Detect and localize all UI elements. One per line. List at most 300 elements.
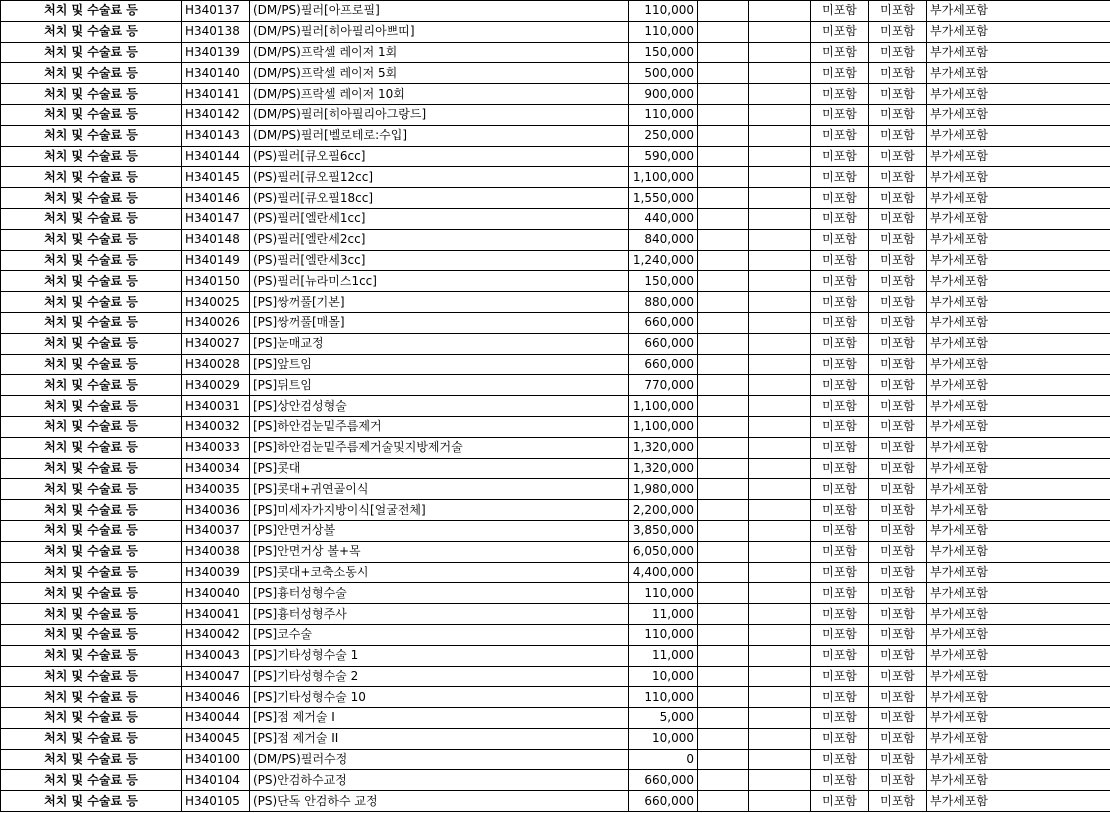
item-name-cell: [PS]콧대 — [250, 458, 629, 479]
table-row — [1, 791, 1110, 812]
price-cell: 3,850,000 — [629, 520, 698, 541]
empty-cell — [698, 749, 749, 770]
code-cell: H340139 — [182, 42, 250, 63]
inclusion-cell: 미포함 — [811, 1, 869, 22]
empty-cell — [749, 666, 811, 687]
category-cell: 처치 및 수술료 등 — [1, 146, 182, 167]
inclusion-cell: 미포함 — [811, 562, 869, 583]
price-cell: 110,000 — [629, 624, 698, 645]
item-name-cell: (DM/PS)필러[아프로필] — [250, 1, 629, 22]
category-cell: 처치 및 수술료 등 — [1, 562, 182, 583]
price-cell: 110,000 — [629, 687, 698, 708]
price-cell: 0 — [629, 749, 698, 770]
inclusion-cell: 미포함 — [811, 63, 869, 84]
category-cell: 처치 및 수술료 등 — [1, 375, 182, 396]
inclusion-cell: 미포함 — [869, 312, 927, 333]
table-row — [1, 687, 1110, 708]
empty-cell — [698, 562, 749, 583]
empty-cell — [749, 749, 811, 770]
empty-cell — [698, 104, 749, 125]
code-cell: H340035 — [182, 479, 250, 500]
inclusion-cell: 미포함 — [811, 250, 869, 271]
category-cell: 처치 및 수술료 등 — [1, 666, 182, 687]
category-cell: 처치 및 수술료 등 — [1, 520, 182, 541]
table-row — [1, 188, 1110, 209]
item-name-cell: (DM/PS)프락셀 레이저 10회 — [250, 84, 629, 105]
item-name-cell: [PS]안면거상볼 — [250, 520, 629, 541]
code-cell: H340039 — [182, 562, 250, 583]
code-cell: H340029 — [182, 375, 250, 396]
price-cell: 5,000 — [629, 708, 698, 729]
category-cell: 처치 및 수술료 등 — [1, 1, 182, 22]
empty-cell — [749, 437, 811, 458]
item-name-cell: [PS]쌍꺼풀[매몰] — [250, 312, 629, 333]
item-name-cell: [PS]하안검눈밑주름제거술및지방제거술 — [250, 437, 629, 458]
inclusion-cell: 미포함 — [811, 604, 869, 625]
empty-cell — [749, 42, 811, 63]
inclusion-cell: 미포함 — [869, 21, 927, 42]
code-cell: H340033 — [182, 437, 250, 458]
vat-cell: 부가세포함 — [927, 645, 1110, 666]
inclusion-cell: 미포함 — [811, 749, 869, 770]
category-cell: 처치 및 수술료 등 — [1, 791, 182, 812]
empty-cell — [698, 437, 749, 458]
table-row — [1, 125, 1110, 146]
vat-cell: 부가세포함 — [927, 208, 1110, 229]
price-cell: 900,000 — [629, 84, 698, 105]
item-name-cell: [PS]콧대+코축소동시 — [250, 562, 629, 583]
empty-cell — [698, 541, 749, 562]
empty-cell — [749, 520, 811, 541]
code-cell: H340026 — [182, 312, 250, 333]
inclusion-cell: 미포함 — [811, 271, 869, 292]
item-name-cell: (DM/PS)필러[히아필리아그랑드] — [250, 104, 629, 125]
category-cell: 처치 및 수술료 등 — [1, 770, 182, 791]
inclusion-cell: 미포함 — [811, 21, 869, 42]
inclusion-cell: 미포함 — [869, 354, 927, 375]
code-cell: H340104 — [182, 770, 250, 791]
vat-cell: 부가세포함 — [927, 500, 1110, 521]
empty-cell — [749, 1, 811, 22]
vat-cell: 부가세포함 — [927, 188, 1110, 209]
empty-cell — [749, 791, 811, 812]
vat-cell: 부가세포함 — [927, 21, 1110, 42]
table-row — [1, 208, 1110, 229]
price-cell: 10,000 — [629, 666, 698, 687]
category-cell: 처치 및 수술료 등 — [1, 208, 182, 229]
category-cell: 처치 및 수술료 등 — [1, 167, 182, 188]
empty-cell — [749, 146, 811, 167]
price-cell: 110,000 — [629, 104, 698, 125]
item-name-cell: (DM/PS)프락셀 레이저 5회 — [250, 63, 629, 84]
inclusion-cell: 미포함 — [811, 312, 869, 333]
table-row — [1, 84, 1110, 105]
item-name-cell: (PS)필러[뉴라미스1cc] — [250, 271, 629, 292]
table-row — [1, 229, 1110, 250]
inclusion-cell: 미포함 — [811, 188, 869, 209]
empty-cell — [698, 188, 749, 209]
code-cell: H340036 — [182, 500, 250, 521]
price-cell: 660,000 — [629, 354, 698, 375]
empty-cell — [749, 125, 811, 146]
table-row — [1, 271, 1110, 292]
inclusion-cell: 미포함 — [869, 562, 927, 583]
empty-cell — [749, 416, 811, 437]
table-row — [1, 42, 1110, 63]
empty-cell — [698, 604, 749, 625]
item-name-cell: [PS]하안검눈밑주름제거 — [250, 416, 629, 437]
category-cell: 처치 및 수술료 등 — [1, 708, 182, 729]
empty-cell — [698, 624, 749, 645]
category-cell: 처치 및 수술료 등 — [1, 749, 182, 770]
code-cell: H340038 — [182, 541, 250, 562]
inclusion-cell: 미포함 — [869, 396, 927, 417]
empty-cell — [749, 167, 811, 188]
item-name-cell: (DM/PS)프락셀 레이저 1회 — [250, 42, 629, 63]
category-cell: 처치 및 수술료 등 — [1, 271, 182, 292]
inclusion-cell: 미포함 — [869, 292, 927, 313]
price-cell: 110,000 — [629, 583, 698, 604]
inclusion-cell: 미포함 — [869, 208, 927, 229]
empty-cell — [698, 63, 749, 84]
empty-cell — [698, 167, 749, 188]
empty-cell — [749, 500, 811, 521]
empty-cell — [698, 458, 749, 479]
empty-cell — [698, 84, 749, 105]
item-name-cell: [PS]쌍꺼풀[기본] — [250, 292, 629, 313]
price-cell: 660,000 — [629, 770, 698, 791]
inclusion-cell: 미포함 — [869, 63, 927, 84]
code-cell: H340150 — [182, 271, 250, 292]
inclusion-cell: 미포함 — [811, 333, 869, 354]
price-cell: 1,980,000 — [629, 479, 698, 500]
inclusion-cell: 미포함 — [869, 749, 927, 770]
table-row — [1, 292, 1110, 313]
item-name-cell: [PS]흉터성형수술 — [250, 583, 629, 604]
vat-cell: 부가세포함 — [927, 354, 1110, 375]
empty-cell — [749, 229, 811, 250]
inclusion-cell: 미포함 — [811, 167, 869, 188]
code-cell: H340044 — [182, 708, 250, 729]
inclusion-cell: 미포함 — [869, 416, 927, 437]
inclusion-cell: 미포함 — [869, 458, 927, 479]
code-cell: H340042 — [182, 624, 250, 645]
inclusion-cell: 미포함 — [811, 479, 869, 500]
inclusion-cell: 미포함 — [811, 770, 869, 791]
table-row — [1, 583, 1110, 604]
vat-cell: 부가세포함 — [927, 375, 1110, 396]
empty-cell — [698, 354, 749, 375]
code-cell: H340045 — [182, 728, 250, 749]
empty-cell — [698, 125, 749, 146]
inclusion-cell: 미포함 — [811, 104, 869, 125]
category-cell: 처치 및 수술료 등 — [1, 104, 182, 125]
empty-cell — [749, 687, 811, 708]
item-name-cell: [PS]흉터성형주사 — [250, 604, 629, 625]
category-cell: 처치 및 수술료 등 — [1, 437, 182, 458]
inclusion-cell: 미포함 — [869, 541, 927, 562]
empty-cell — [698, 645, 749, 666]
inclusion-cell: 미포함 — [869, 104, 927, 125]
empty-cell — [749, 604, 811, 625]
vat-cell: 부가세포함 — [927, 416, 1110, 437]
item-name-cell: (DM/PS)필러수정 — [250, 749, 629, 770]
inclusion-cell: 미포함 — [811, 708, 869, 729]
inclusion-cell: 미포함 — [869, 250, 927, 271]
inclusion-cell: 미포함 — [869, 167, 927, 188]
empty-cell — [698, 728, 749, 749]
empty-cell — [698, 479, 749, 500]
category-cell: 처치 및 수술료 등 — [1, 312, 182, 333]
table-row — [1, 562, 1110, 583]
vat-cell: 부가세포함 — [927, 312, 1110, 333]
inclusion-cell: 미포함 — [811, 84, 869, 105]
empty-cell — [749, 84, 811, 105]
vat-cell: 부가세포함 — [927, 770, 1110, 791]
vat-cell: 부가세포함 — [927, 167, 1110, 188]
inclusion-cell: 미포함 — [869, 708, 927, 729]
inclusion-cell: 미포함 — [811, 583, 869, 604]
code-cell: H340025 — [182, 292, 250, 313]
item-name-cell: [PS]콧대+귀연골이식 — [250, 479, 629, 500]
vat-cell: 부가세포함 — [927, 708, 1110, 729]
category-cell: 처치 및 수술료 등 — [1, 728, 182, 749]
price-cell: 150,000 — [629, 42, 698, 63]
price-cell: 840,000 — [629, 229, 698, 250]
code-cell: H340141 — [182, 84, 250, 105]
item-name-cell: [PS]점 제거술 II — [250, 728, 629, 749]
item-name-cell: [PS]미세자가지방이식[얼굴전체] — [250, 500, 629, 521]
empty-cell — [749, 624, 811, 645]
code-cell: H340032 — [182, 416, 250, 437]
vat-cell: 부가세포함 — [927, 1, 1110, 22]
empty-cell — [698, 666, 749, 687]
inclusion-cell: 미포함 — [811, 42, 869, 63]
category-cell: 처치 및 수술료 등 — [1, 479, 182, 500]
item-name-cell: (PS)필러[엘란세2cc] — [250, 229, 629, 250]
inclusion-cell: 미포함 — [811, 354, 869, 375]
code-cell: H340143 — [182, 125, 250, 146]
empty-cell — [698, 520, 749, 541]
inclusion-cell: 미포함 — [869, 125, 927, 146]
vat-cell: 부가세포함 — [927, 562, 1110, 583]
empty-cell — [749, 645, 811, 666]
empty-cell — [749, 479, 811, 500]
empty-cell — [749, 770, 811, 791]
item-name-cell: (PS)필러[큐오필18cc] — [250, 188, 629, 209]
table-row — [1, 416, 1110, 437]
empty-cell — [698, 21, 749, 42]
inclusion-cell: 미포함 — [811, 520, 869, 541]
inclusion-cell: 미포함 — [869, 687, 927, 708]
category-cell: 처치 및 수술료 등 — [1, 333, 182, 354]
code-cell: H340149 — [182, 250, 250, 271]
vat-cell: 부가세포함 — [927, 728, 1110, 749]
inclusion-cell: 미포함 — [811, 728, 869, 749]
inclusion-cell: 미포함 — [869, 624, 927, 645]
inclusion-cell: 미포함 — [811, 500, 869, 521]
inclusion-cell: 미포함 — [811, 624, 869, 645]
vat-cell: 부가세포함 — [927, 125, 1110, 146]
vat-cell: 부가세포함 — [927, 479, 1110, 500]
code-cell: H340140 — [182, 63, 250, 84]
inclusion-cell: 미포함 — [811, 125, 869, 146]
item-name-cell: (PS)필러[엘란세1cc] — [250, 208, 629, 229]
inclusion-cell: 미포함 — [811, 541, 869, 562]
empty-cell — [698, 375, 749, 396]
item-name-cell: [PS]상안검성형술 — [250, 396, 629, 417]
empty-cell — [749, 396, 811, 417]
empty-cell — [698, 146, 749, 167]
empty-cell — [698, 770, 749, 791]
item-name-cell: (PS)필러[엘란세3cc] — [250, 250, 629, 271]
vat-cell: 부가세포함 — [927, 229, 1110, 250]
empty-cell — [698, 1, 749, 22]
inclusion-cell: 미포함 — [869, 604, 927, 625]
code-cell: H340137 — [182, 1, 250, 22]
code-cell: H340146 — [182, 188, 250, 209]
code-cell: H340046 — [182, 687, 250, 708]
empty-cell — [749, 21, 811, 42]
empty-cell — [698, 271, 749, 292]
price-cell: 6,050,000 — [629, 541, 698, 562]
inclusion-cell: 미포함 — [869, 791, 927, 812]
inclusion-cell: 미포함 — [869, 42, 927, 63]
empty-cell — [749, 541, 811, 562]
price-cell: 590,000 — [629, 146, 698, 167]
table-row — [1, 104, 1110, 125]
code-cell: H340028 — [182, 354, 250, 375]
inclusion-cell: 미포함 — [811, 458, 869, 479]
empty-cell — [698, 416, 749, 437]
price-cell: 4,400,000 — [629, 562, 698, 583]
vat-cell: 부가세포함 — [927, 63, 1110, 84]
item-name-cell: (DM/PS)필러[히아필리아쁘띠] — [250, 21, 629, 42]
category-cell: 처치 및 수술료 등 — [1, 541, 182, 562]
vat-cell: 부가세포함 — [927, 666, 1110, 687]
empty-cell — [698, 791, 749, 812]
table-row — [1, 541, 1110, 562]
empty-cell — [749, 292, 811, 313]
item-name-cell: [PS]눈매교정 — [250, 333, 629, 354]
code-cell: H340040 — [182, 583, 250, 604]
category-cell: 처치 및 수술료 등 — [1, 416, 182, 437]
category-cell: 처치 및 수술료 등 — [1, 354, 182, 375]
code-cell: H340144 — [182, 146, 250, 167]
empty-cell — [698, 208, 749, 229]
item-name-cell: (DM/PS)필러[벨로테로:수입] — [250, 125, 629, 146]
item-name-cell: [PS]기타성형수술 10 — [250, 687, 629, 708]
price-cell: 1,100,000 — [629, 416, 698, 437]
inclusion-cell: 미포함 — [811, 666, 869, 687]
table-row — [1, 1, 1110, 22]
table-row — [1, 396, 1110, 417]
inclusion-cell: 미포함 — [869, 84, 927, 105]
price-cell: 1,550,000 — [629, 188, 698, 209]
vat-cell: 부가세포함 — [927, 437, 1110, 458]
empty-cell — [698, 708, 749, 729]
table-row — [1, 728, 1110, 749]
vat-cell: 부가세포함 — [927, 583, 1110, 604]
item-name-cell: [PS]코수술 — [250, 624, 629, 645]
table-row — [1, 708, 1110, 729]
category-cell: 처치 및 수술료 등 — [1, 125, 182, 146]
price-cell: 2,200,000 — [629, 500, 698, 521]
table-row — [1, 500, 1110, 521]
table-row — [1, 354, 1110, 375]
empty-cell — [698, 687, 749, 708]
price-cell: 11,000 — [629, 645, 698, 666]
table-row — [1, 333, 1110, 354]
vat-cell: 부가세포함 — [927, 104, 1110, 125]
vat-cell: 부가세포함 — [927, 42, 1110, 63]
inclusion-cell: 미포함 — [869, 146, 927, 167]
item-name-cell: [PS]기타성형수술 1 — [250, 645, 629, 666]
inclusion-cell: 미포함 — [811, 208, 869, 229]
category-cell: 처치 및 수술료 등 — [1, 188, 182, 209]
category-cell: 처치 및 수술료 등 — [1, 84, 182, 105]
inclusion-cell: 미포함 — [869, 583, 927, 604]
table-row — [1, 645, 1110, 666]
code-cell: H340037 — [182, 520, 250, 541]
inclusion-cell: 미포함 — [869, 645, 927, 666]
empty-cell — [749, 583, 811, 604]
inclusion-cell: 미포함 — [869, 1, 927, 22]
vat-cell: 부가세포함 — [927, 271, 1110, 292]
vat-cell: 부가세포함 — [927, 624, 1110, 645]
item-name-cell: [PS]앞트임 — [250, 354, 629, 375]
category-cell: 처치 및 수술료 등 — [1, 500, 182, 521]
empty-cell — [698, 42, 749, 63]
vat-cell: 부가세포함 — [927, 791, 1110, 812]
table-body — [1, 1, 1110, 812]
price-cell: 1,240,000 — [629, 250, 698, 271]
table-row — [1, 312, 1110, 333]
inclusion-cell: 미포함 — [869, 728, 927, 749]
category-cell: 처치 및 수술료 등 — [1, 21, 182, 42]
empty-cell — [698, 229, 749, 250]
code-cell: H340043 — [182, 645, 250, 666]
inclusion-cell: 미포함 — [811, 396, 869, 417]
vat-cell: 부가세포함 — [927, 396, 1110, 417]
price-cell: 660,000 — [629, 791, 698, 812]
inclusion-cell: 미포함 — [869, 229, 927, 250]
price-cell: 500,000 — [629, 63, 698, 84]
price-cell: 880,000 — [629, 292, 698, 313]
empty-cell — [698, 312, 749, 333]
empty-cell — [749, 250, 811, 271]
empty-cell — [749, 63, 811, 84]
table-row — [1, 63, 1110, 84]
vat-cell: 부가세포함 — [927, 520, 1110, 541]
code-cell: H340034 — [182, 458, 250, 479]
category-cell: 처치 및 수술료 등 — [1, 63, 182, 84]
table-row — [1, 749, 1110, 770]
empty-cell — [749, 728, 811, 749]
inclusion-cell: 미포함 — [811, 645, 869, 666]
price-cell: 1,100,000 — [629, 396, 698, 417]
vat-cell: 부가세포함 — [927, 250, 1110, 271]
vat-cell: 부가세포함 — [927, 749, 1110, 770]
inclusion-cell: 미포함 — [869, 666, 927, 687]
inclusion-cell: 미포함 — [869, 271, 927, 292]
table-row — [1, 250, 1110, 271]
price-cell: 1,320,000 — [629, 458, 698, 479]
empty-cell — [698, 333, 749, 354]
item-name-cell: [PS]안면거상 볼+목 — [250, 541, 629, 562]
inclusion-cell: 미포함 — [869, 333, 927, 354]
category-cell: 처치 및 수술료 등 — [1, 604, 182, 625]
